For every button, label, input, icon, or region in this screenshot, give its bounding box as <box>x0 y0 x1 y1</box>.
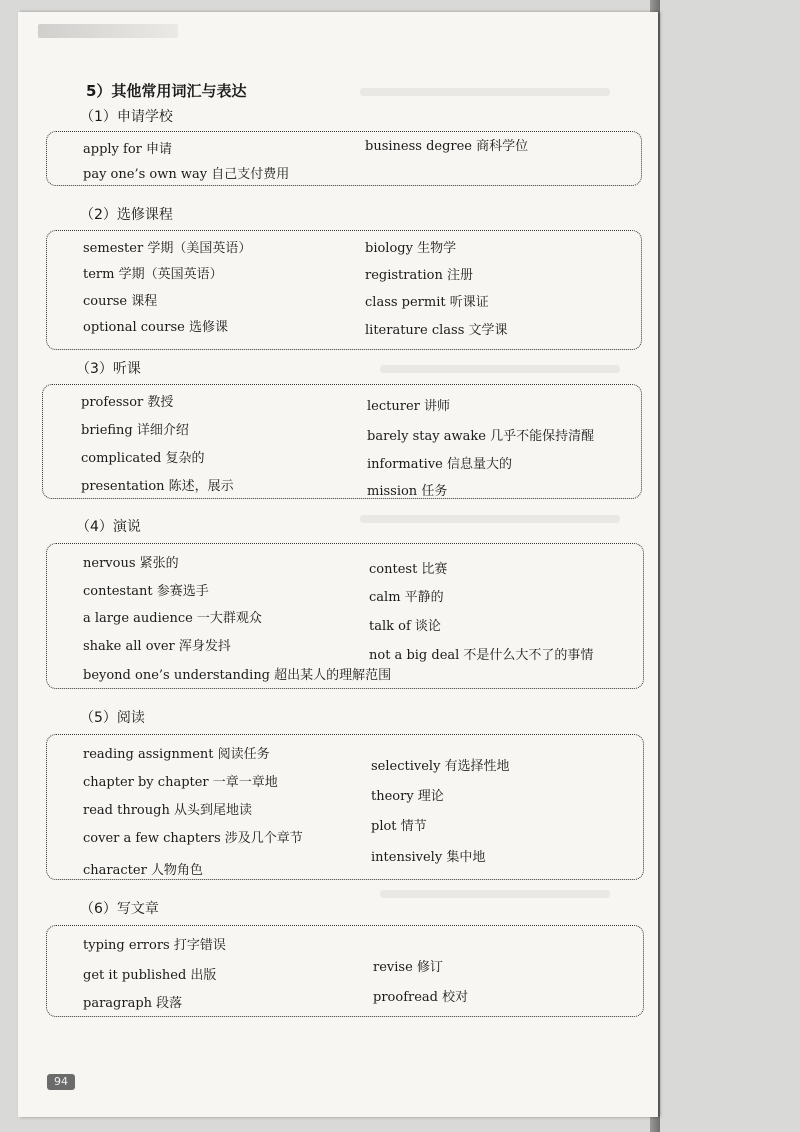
vocab-item: business degree 商科学位 <box>365 139 529 154</box>
vocab-item: briefing 详细介绍 <box>81 423 189 438</box>
bleed-through <box>380 890 610 898</box>
vocab-box-courses <box>46 230 642 350</box>
vocab-box-lectures <box>42 384 642 499</box>
vocab-item: calm 平静的 <box>369 590 444 605</box>
subsection-heading: （6）写文章 <box>80 901 159 917</box>
vocab-item: term 学期（英国英语） <box>83 267 223 282</box>
vocab-item: barely stay awake 几乎不能保持清醒 <box>367 429 595 444</box>
vocab-box-applying <box>46 131 642 186</box>
bleed-through <box>380 365 620 373</box>
vocab-item: professor 教授 <box>81 395 174 410</box>
subsection-heading: （5）阅读 <box>80 710 145 726</box>
section-title: 5）其他常用词汇与表达 <box>86 82 247 100</box>
vocab-item: pay one’s own way 自己支付费用 <box>83 167 290 182</box>
vocab-item: optional course 选修课 <box>83 320 228 335</box>
page-number: 94 <box>47 1074 75 1090</box>
subsection-heading: （4）演说 <box>76 519 141 535</box>
vocab-item: contestant 参赛选手 <box>83 584 209 599</box>
vocab-item: course 课程 <box>83 294 158 309</box>
vocab-item: beyond one’s understanding 超出某人的理解范围 <box>83 668 392 683</box>
vocab-item: proofread 校对 <box>373 990 469 1005</box>
vocab-item: talk of 谈论 <box>369 619 441 634</box>
vocab-item: complicated 复杂的 <box>81 451 205 466</box>
vocab-item: typing errors 打字错误 <box>83 938 226 953</box>
subsection-heading: （2）选修课程 <box>80 207 173 223</box>
vocab-item: not a big deal 不是什么大不了的事情 <box>369 648 594 663</box>
vocab-item: literature class 文学课 <box>365 323 508 338</box>
vocab-item: biology 生物学 <box>365 241 457 256</box>
vocab-box-speeches <box>46 543 644 689</box>
vocab-item: registration 注册 <box>365 268 473 283</box>
vocab-item: character 人物角色 <box>83 863 203 878</box>
vocab-item: shake all over 浑身发抖 <box>83 639 231 654</box>
vocab-item: presentation 陈述，展示 <box>81 479 234 494</box>
subsection-heading: （3）听课 <box>76 361 141 377</box>
vocab-item: reading assignment 阅读任务 <box>83 747 270 762</box>
vocab-item: intensively 集中地 <box>371 850 486 865</box>
bleed-through <box>360 515 620 523</box>
vocab-item: cover a few chapters 涉及几个章节 <box>83 831 303 846</box>
vocab-item: informative 信息量大的 <box>367 457 513 472</box>
vocab-item: class permit 听课证 <box>365 295 489 310</box>
vocab-item: revise 修订 <box>373 960 443 975</box>
vocab-item: chapter by chapter 一章一章地 <box>83 775 278 790</box>
vocab-item: apply for 申请 <box>83 142 173 157</box>
vocab-box-writing <box>46 925 644 1017</box>
vocab-item: semester 学期（美国英语） <box>83 241 252 256</box>
vocab-item: mission 任务 <box>367 484 448 499</box>
vocab-item: lecturer 讲师 <box>367 399 450 414</box>
vocab-item: get it published 出版 <box>83 968 217 983</box>
vocab-item: a large audience 一大群观众 <box>83 611 262 626</box>
vocab-item: plot 情节 <box>371 819 427 834</box>
vocab-item: paragraph 段落 <box>83 996 183 1011</box>
vocab-item: read through 从头到尾地读 <box>83 803 252 818</box>
vocab-item: contest 比赛 <box>369 562 448 577</box>
vocab-box-reading <box>46 734 644 880</box>
vocab-item: selectively 有选择性地 <box>371 759 510 774</box>
running-header <box>38 24 178 38</box>
subsection-heading: （1）申请学校 <box>80 109 173 125</box>
vocab-item: theory 理论 <box>371 789 444 804</box>
bleed-through <box>360 88 610 96</box>
vocab-item: nervous 紧张的 <box>83 556 179 571</box>
